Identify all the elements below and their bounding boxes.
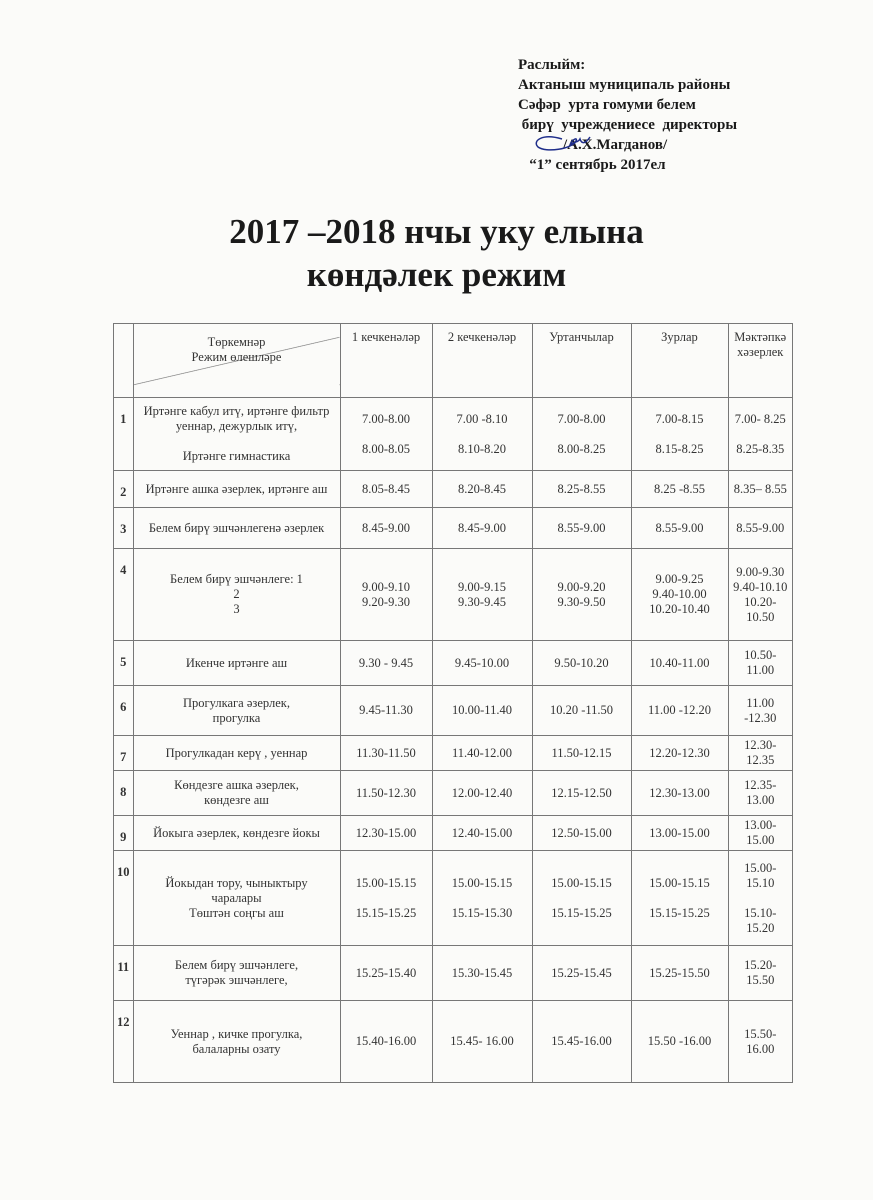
- time-range: 12.30-15.00: [355, 825, 417, 840]
- activity-line: Белем бирү эшчәнлегенә әзерлек: [148, 520, 325, 535]
- time-cell: [728, 736, 793, 771]
- approval-line: бирү учреждениесе директоры: [518, 117, 738, 133]
- time-cell: [340, 398, 432, 471]
- time-cell: [728, 686, 793, 736]
- time-cell: [432, 946, 532, 1001]
- time-cell: [432, 686, 532, 736]
- time-cell: [432, 851, 532, 946]
- time-cell: [340, 641, 432, 686]
- activity-cell: [133, 946, 340, 1001]
- time-cell: [631, 1001, 728, 1083]
- header-group: 1 кечкенәләр: [340, 324, 432, 398]
- row-number: 4: [114, 549, 134, 641]
- time-range: 15.50-16.00: [744, 1026, 777, 1056]
- time-cell: [340, 508, 432, 549]
- row-number: 8: [114, 771, 134, 816]
- header-group: 2 кечкенәләр: [432, 324, 532, 398]
- time-range: 15.00-15.10: [744, 860, 777, 890]
- time-cell: [728, 816, 793, 851]
- time-range: 12.50-15.00: [551, 825, 612, 840]
- activity-line: Төштән соңгы аш: [189, 905, 284, 920]
- table-row: [114, 508, 793, 549]
- time-range: 12.15-12.50: [551, 785, 612, 800]
- time-cell: [532, 771, 631, 816]
- schedule-table: [113, 323, 793, 1083]
- row-number: 2: [114, 471, 134, 508]
- activity-line: Йокыга әзерлек, көндезге йокы: [153, 825, 320, 840]
- time-range: 10.20 -11.50: [549, 703, 614, 717]
- time-range: 15.00-15.15: [551, 875, 612, 890]
- table-row: [114, 946, 793, 1001]
- table-row: [114, 771, 793, 816]
- time-range: [344, 427, 429, 442]
- table-row: [114, 641, 793, 686]
- approval-line: “1” сентябрь 2017ел: [518, 157, 666, 173]
- table-row: [114, 398, 793, 471]
- table-row: [114, 471, 793, 508]
- time-range: 12.40-15.00: [451, 825, 513, 840]
- time-range: 9.40-10.10: [733, 579, 788, 594]
- time-cell: [728, 851, 793, 946]
- activity-line: Прогулкага әзерлек,: [183, 695, 290, 710]
- time-range: 9.20-9.30: [362, 594, 410, 609]
- time-cell: [432, 816, 532, 851]
- activity-line: Иртәнге гимнастика: [182, 449, 291, 463]
- time-cell: [532, 1001, 631, 1083]
- activity-cell: [133, 736, 340, 771]
- time-range: 7.00-8.15: [655, 411, 704, 426]
- time-range: 7.00-8.00: [557, 411, 606, 426]
- time-range: 8.55-9.00: [736, 520, 785, 535]
- time-range: 15.25-15.45: [551, 965, 612, 980]
- table-row: [114, 1001, 793, 1083]
- time-cell: [631, 508, 728, 549]
- time-range: 12.30-13.00: [649, 785, 710, 800]
- time-range: [436, 427, 529, 442]
- activity-line: Йокыдан тору, чыныктыру: [165, 875, 308, 890]
- time-range: 13.00-15.00: [744, 818, 777, 847]
- time-range: 9.45-11.30: [359, 703, 413, 717]
- row-number: 7: [114, 736, 134, 771]
- time-range: 9.45-10.00: [454, 655, 510, 670]
- header-group: Мәктәпкә хәзерлек: [728, 324, 793, 398]
- time-range: 9.40-10.00: [652, 587, 707, 601]
- time-range: 15.15-15.30: [451, 905, 513, 920]
- row-number: 1: [114, 398, 134, 471]
- activity-line: Прогулкадан керү , уеннар: [165, 745, 308, 760]
- title-line: көндәлек режим: [306, 255, 567, 294]
- time-cell: [340, 686, 432, 736]
- time-cell: [340, 946, 432, 1001]
- time-range: 15.00-15.15: [451, 875, 513, 890]
- row-number: 10: [114, 851, 134, 946]
- approval-line: Раслыйм:: [518, 57, 586, 73]
- activity-line: прогулка: [212, 710, 261, 725]
- time-cell: [631, 549, 728, 641]
- time-range: [732, 891, 790, 906]
- activity-line: Белем бирү эшчәнлеге,: [174, 958, 299, 972]
- time-range: 15.30-15.45: [451, 965, 513, 980]
- time-range: 8.00-8.05: [362, 441, 410, 456]
- time-cell: [728, 771, 793, 816]
- time-range: 9.00-9.15: [458, 579, 506, 594]
- time-range: 8.05-8.45: [362, 481, 410, 496]
- time-range: 10.00-11.40: [452, 703, 512, 717]
- time-range: 15.40-16.00: [355, 1034, 417, 1048]
- time-range: 8.45-9.00: [362, 520, 410, 535]
- time-range: 9.00-9.10: [362, 579, 410, 594]
- time-range: 11.00 -12.30: [744, 695, 777, 725]
- time-range: 15.00-15.15: [649, 875, 710, 890]
- activity-cell: [133, 549, 340, 641]
- time-cell: [340, 471, 432, 508]
- time-cell: [340, 549, 432, 641]
- time-range: [635, 891, 725, 906]
- time-cell: [532, 398, 631, 471]
- activity-line: Уеннар , кичке прогулка,: [170, 1026, 303, 1041]
- approval-line: Актаныш муниципаль районы: [518, 77, 731, 93]
- activity-line: Иртәнге кабул итү, иртәнге фильтр: [143, 404, 330, 418]
- time-range: [732, 427, 790, 442]
- time-range: 15.15-15.25: [551, 905, 612, 920]
- time-cell: [631, 771, 728, 816]
- time-cell: [631, 686, 728, 736]
- time-cell: [432, 771, 532, 816]
- time-cell: [340, 736, 432, 771]
- row-number: 12: [114, 1001, 134, 1083]
- time-range: 9.00-9.25: [655, 572, 704, 586]
- time-range: [344, 891, 429, 906]
- time-range: 7.00 -8.10: [456, 411, 508, 426]
- activity-line: уеннар, дежурлык итү,: [175, 419, 298, 433]
- time-cell: [340, 771, 432, 816]
- time-range: [436, 891, 529, 906]
- time-range: 12.00-12.40: [451, 785, 513, 800]
- time-cell: [532, 816, 631, 851]
- signature-icon: [532, 131, 592, 153]
- time-range: 9.00-9.20: [557, 579, 606, 594]
- time-range: 12.30-12.35: [744, 738, 777, 767]
- activity-cell: [133, 508, 340, 549]
- time-range: 8.25-8.35: [736, 441, 785, 456]
- time-range: 9.30-9.45: [458, 594, 506, 609]
- time-range: 8.15-8.25: [655, 441, 704, 456]
- time-range: 8.35– 8.55: [733, 481, 787, 496]
- time-cell: [432, 1001, 532, 1083]
- time-range: 8.25-8.55: [557, 481, 606, 496]
- time-range: [536, 427, 628, 442]
- time-range: 15.45- 16.00: [450, 1034, 514, 1048]
- time-range: [536, 891, 628, 906]
- time-range: 15.45-16.00: [551, 1034, 612, 1048]
- approval-line: Сәфәр урта гомуми белем: [518, 97, 696, 113]
- time-cell: [532, 508, 631, 549]
- row-number: 11: [114, 946, 134, 1001]
- time-cell: [340, 1001, 432, 1083]
- activity-line: Көндезге ашка әзерлек,: [174, 778, 299, 792]
- time-range: 15.15-15.25: [355, 905, 417, 920]
- row-number: 9: [114, 816, 134, 851]
- corner-top-label: Төркемнәр: [207, 334, 266, 349]
- table-row: [114, 851, 793, 946]
- activity-cell: [133, 686, 340, 736]
- time-cell: [631, 816, 728, 851]
- approval-line: /А.Х.Магданов/: [518, 137, 668, 153]
- page-title: [0, 210, 873, 296]
- time-cell: [432, 549, 532, 641]
- table-row: [114, 686, 793, 736]
- time-range: 11.50-12.15: [551, 745, 612, 760]
- time-cell: [728, 398, 793, 471]
- time-cell: [631, 471, 728, 508]
- time-range: 8.25 -8.55: [653, 481, 706, 496]
- time-cell: [728, 508, 793, 549]
- activity-line: [137, 434, 337, 449]
- time-range: 8.10-8.20: [458, 441, 506, 456]
- time-cell: [631, 946, 728, 1001]
- time-range: 15.15-15.25: [649, 905, 710, 920]
- time-cell: [432, 398, 532, 471]
- table-row: [114, 816, 793, 851]
- time-range: 10.20-10.40: [649, 602, 710, 616]
- time-cell: [340, 851, 432, 946]
- time-range: 10.20-10.50: [744, 594, 777, 624]
- time-cell: [728, 946, 793, 1001]
- activity-cell: [133, 641, 340, 686]
- activity-cell: [133, 816, 340, 851]
- activity-line: 3: [233, 602, 240, 616]
- row-number: 3: [114, 508, 134, 549]
- time-cell: [728, 1001, 793, 1083]
- time-range: 7.00- 8.25: [734, 411, 786, 426]
- time-range: 8.55-9.00: [557, 520, 606, 535]
- time-cell: [432, 736, 532, 771]
- time-range: 11.50-12.30: [356, 785, 416, 800]
- time-range: 8.00-8.25: [557, 441, 606, 456]
- time-range: 15.50 -16.00: [647, 1034, 712, 1048]
- activity-line: Иртәнге ашка әзерлек, иртәнге аш: [145, 481, 328, 496]
- activity-line: Икенче иртәнге аш: [185, 655, 288, 670]
- time-cell: [631, 641, 728, 686]
- activity-line: 2: [233, 587, 240, 601]
- activity-line: чаралары: [211, 890, 262, 905]
- time-cell: [728, 471, 793, 508]
- corner-bottom-label: Режим өлешләре: [191, 349, 282, 364]
- time-range: 15.00-15.15: [355, 875, 417, 890]
- time-range: 10.40-11.00: [649, 655, 710, 670]
- activity-line: балаларны озату: [192, 1041, 281, 1056]
- time-cell: [432, 508, 532, 549]
- time-cell: [532, 851, 631, 946]
- activity-cell: [133, 851, 340, 946]
- time-range: 9.00-9.30: [736, 564, 785, 579]
- time-cell: [631, 398, 728, 471]
- table-header-row: [114, 324, 793, 398]
- time-cell: [532, 686, 631, 736]
- time-cell: [532, 549, 631, 641]
- time-cell: [532, 946, 631, 1001]
- time-cell: [532, 471, 631, 508]
- time-range: 11.40-12.00: [452, 745, 512, 760]
- activity-cell: [133, 398, 340, 471]
- row-number: 6: [114, 686, 134, 736]
- activity-cell: [133, 471, 340, 508]
- time-cell: [432, 471, 532, 508]
- time-cell: [432, 641, 532, 686]
- header-corner: [133, 324, 340, 398]
- time-range: 9.30 - 9.45: [358, 655, 414, 670]
- time-range: 8.20-8.45: [458, 481, 506, 496]
- title-line: 2017 –2018 нчы уку елына: [229, 212, 644, 251]
- row-number: 5: [114, 641, 134, 686]
- time-range: 8.55-9.00: [655, 520, 704, 535]
- time-range: 8.45-9.00: [458, 520, 506, 535]
- activity-line: Белем бирү эшчәнлеге: 1: [170, 572, 303, 586]
- time-cell: [532, 736, 631, 771]
- header-group: Уртанчылар: [532, 324, 631, 398]
- activity-line: көндезге аш: [204, 793, 269, 807]
- time-range: 11.00 -12.20: [647, 703, 712, 717]
- table-row: [114, 549, 793, 641]
- time-cell: [532, 641, 631, 686]
- time-cell: [631, 736, 728, 771]
- time-range: [635, 427, 725, 442]
- activity-cell: [133, 771, 340, 816]
- time-range: 9.50-10.20: [554, 655, 609, 670]
- header-group: Зурлар: [631, 324, 728, 398]
- time-range: 7.00-8.00: [362, 411, 410, 426]
- time-cell: [340, 816, 432, 851]
- time-cell: [728, 549, 793, 641]
- time-range: 15.20-15.50: [744, 958, 777, 987]
- time-range: 9.30-9.50: [557, 594, 606, 609]
- table-row: [114, 736, 793, 771]
- time-range: 15.10-15.20: [744, 905, 777, 935]
- time-range: 11.30-11.50: [356, 745, 416, 760]
- approval-block: [518, 55, 737, 175]
- time-range: 15.25-15.40: [355, 965, 417, 980]
- time-range: 15.25-15.50: [649, 965, 710, 980]
- time-cell: [728, 641, 793, 686]
- time-range: 13.00-15.00: [649, 825, 710, 840]
- activity-cell: [133, 1001, 340, 1083]
- time-range: 10.50-11.00: [744, 648, 777, 677]
- time-range: 12.20-12.30: [649, 745, 710, 760]
- activity-line: түгәрәк эшчәнлеге,: [185, 973, 288, 987]
- time-cell: [631, 851, 728, 946]
- header-num: [114, 324, 134, 398]
- time-range: 12.35-13.00: [744, 778, 777, 807]
